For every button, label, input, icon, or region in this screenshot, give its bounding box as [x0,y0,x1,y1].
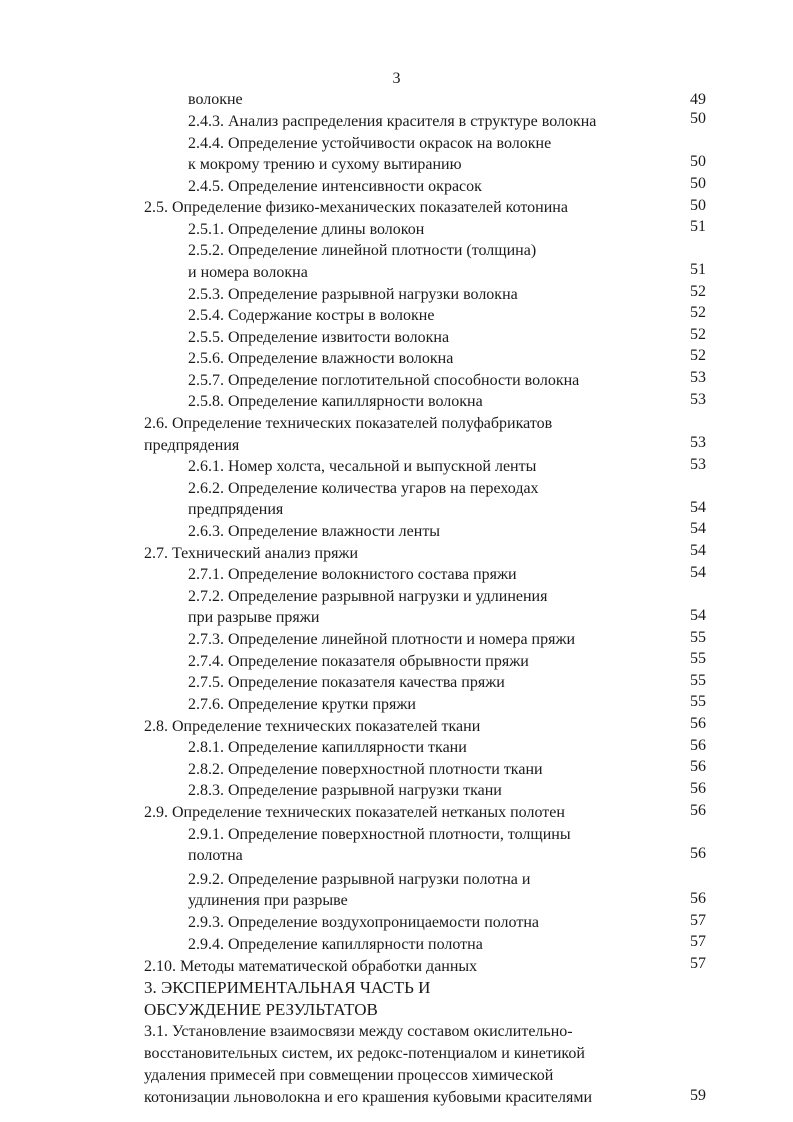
toc-entry-title: 2.8.2. Определение поверхностной плотности ткани [188,761,543,778]
toc-entry-title: удлинения при разрыве [188,892,348,909]
toc-entry-title: 2.4.3. Анализ распределения красителя в структуре волокна [188,113,597,130]
toc-entry-page: 52 [690,347,706,364]
toc-entry-page: 56 [690,715,706,732]
toc-entry-title: и номера волокна [188,264,308,281]
toc-entry-title: 2.7.1. Определение волокнистого состава пряжи [188,566,517,583]
toc-entry-page: 50 [690,110,706,127]
toc-entry-page: 54 [690,564,706,581]
toc-entry-title: 2.7. Технический анализ пряжи [144,545,359,562]
toc-entry-page: 52 [690,326,706,343]
toc-entry-title: 2.9.3. Определение воздухопроницаемости полотна [188,914,539,931]
toc-entry-page: 55 [690,629,706,646]
toc-entry-page: 53 [690,369,706,386]
chapter-heading-line1: 3. ЭКСПЕРИМЕНТАЛЬНАЯ ЧАСТЬ И [144,978,431,997]
toc-entry-title: предпрядения [188,501,284,518]
toc-entry-title: 2.4.5. Определение интенсивности окрасок [188,178,482,195]
toc-entry-page: 57 [690,912,706,929]
page-number: 3 [392,70,401,87]
toc-entry-title: 2.8. Определение технических показателей ткани [144,718,481,735]
toc-entry-title: 2.9.1. Определение поверхностной плотности, толщины [188,826,571,843]
toc-entry-title: 2.4.4. Определение устойчивости окрасок на волокне [188,135,552,152]
toc-entry-page: 50 [690,197,706,214]
toc-entry-title: при разрыве пряжи [188,609,320,626]
toc-entry-title: полотна [188,847,243,864]
toc-entry-title: 2.10. Методы математической обработки данных [144,958,478,975]
toc-entry-page: 53 [690,391,706,408]
toc-entry-title: 2.5.7. Определение поглотительной способности волокна [188,372,580,389]
toc-entry-page: 56 [690,845,706,862]
toc-entry-page: 55 [690,672,706,689]
toc-entry-page: 56 [690,737,706,754]
toc-entry-title: 2.5.1. Определение длины волокон [188,221,425,238]
section-paragraph-line: котонизации льноволокна и его крашения кубовыми красителями [144,1089,593,1106]
toc-entry-title: 2.6.3. Определение влажности ленты [188,523,441,540]
toc-entry-page: 57 [690,933,706,950]
toc-entry-page: 56 [690,802,706,819]
toc-entry-page: 52 [690,283,706,300]
section-paragraph-line: удаления примесей при совмещении процессов химической [144,1067,554,1084]
toc-entry-title: 2.5.4. Содержание костры в волокне [188,307,435,324]
toc-entry-page: 53 [690,434,706,451]
toc-entry-title: 2.9. Определение технических показателей нетканых полотен [144,804,565,821]
toc-entry-title: 2.8.1. Определение капиллярности ткани [188,739,467,756]
toc-entry-page: 53 [690,456,706,473]
toc-entry-title: 2.5.8. Определение капиллярности волокна [188,393,483,410]
toc-entry-page: 54 [690,607,706,624]
toc-entry-title: 2.6. Определение технических показателей полуфабрикатов [144,415,553,432]
toc-entry-page: 54 [690,499,706,516]
toc-entry-page: 50 [690,175,706,192]
toc-entry-title: 2.5. Определение физико-механических показателей котонина [144,199,568,216]
toc-entry-page: 57 [690,955,706,972]
toc-entry-page: 49 [690,91,706,108]
section-paragraph-line: 3.1. Установление взаимосвязи между составом окислительно- [144,1023,573,1040]
toc-entry-title: предпрядения [144,437,240,454]
toc-entry-title: 2.5.6. Определение влажности волокна [188,350,454,367]
toc-entry-page: 50 [690,153,706,170]
toc-entry-page: 55 [690,650,706,667]
toc-entry-page: 56 [690,780,706,797]
toc-entry-page: 56 [690,758,706,775]
toc-entry-page: 55 [690,693,706,710]
toc-entry-page: 56 [690,890,706,907]
section-page: 59 [690,1087,706,1104]
toc-entry-title: 2.7.2. Определение разрывной нагрузки и удлинения [188,588,548,605]
toc-entry-title: 2.9.4. Определение капиллярности полотна [188,936,483,953]
toc-entry-page: 54 [690,542,706,559]
toc-entry-title: 2.5.2. Определение линейной плотности (толщина) [188,242,537,259]
toc-entry-title: 2.9.2. Определение разрывной нагрузки полотна и [188,871,531,888]
section-paragraph-line: восстановительных систем, их редокс-потенциалом и кинетикой [144,1045,585,1062]
toc-entry-title: 2.7.6. Определение крутки пряжи [188,696,416,713]
toc-entry-title: 2.7.3. Определение линейной плотности и номера пряжи [188,631,576,648]
toc-entry-title: к мокрому трению и сухому вытиранию [188,156,462,173]
toc-entry-title: 2.7.5. Определение показателя качества пряжи [188,674,505,691]
toc-entry-page: 54 [690,520,706,537]
chapter-heading-line2: ОБСУЖДЕНИЕ РЕЗУЛЬТАТОВ [144,1000,378,1019]
toc-entry-page: 51 [690,261,706,278]
toc-entry-title: 2.6.2. Определение количества угаров на переходах [188,480,539,497]
toc-entry-page: 51 [690,218,706,235]
toc-entry-title: волокне [188,91,243,108]
toc-entry-title: 2.5.5. Определение извитости волокна [188,329,450,346]
toc-entry-title: 2.6.1. Номер холста, чесальной и выпускной ленты [188,458,537,475]
toc-entry-title: 2.5.3. Определение разрывной нагрузки волокна [188,286,518,303]
toc-entry-page: 52 [690,304,706,321]
toc-entry-title: 2.7.4. Определение показателя обрывности пряжи [188,653,529,670]
toc-entry-title: 2.8.3. Определение разрывной нагрузки ткани [188,782,502,799]
